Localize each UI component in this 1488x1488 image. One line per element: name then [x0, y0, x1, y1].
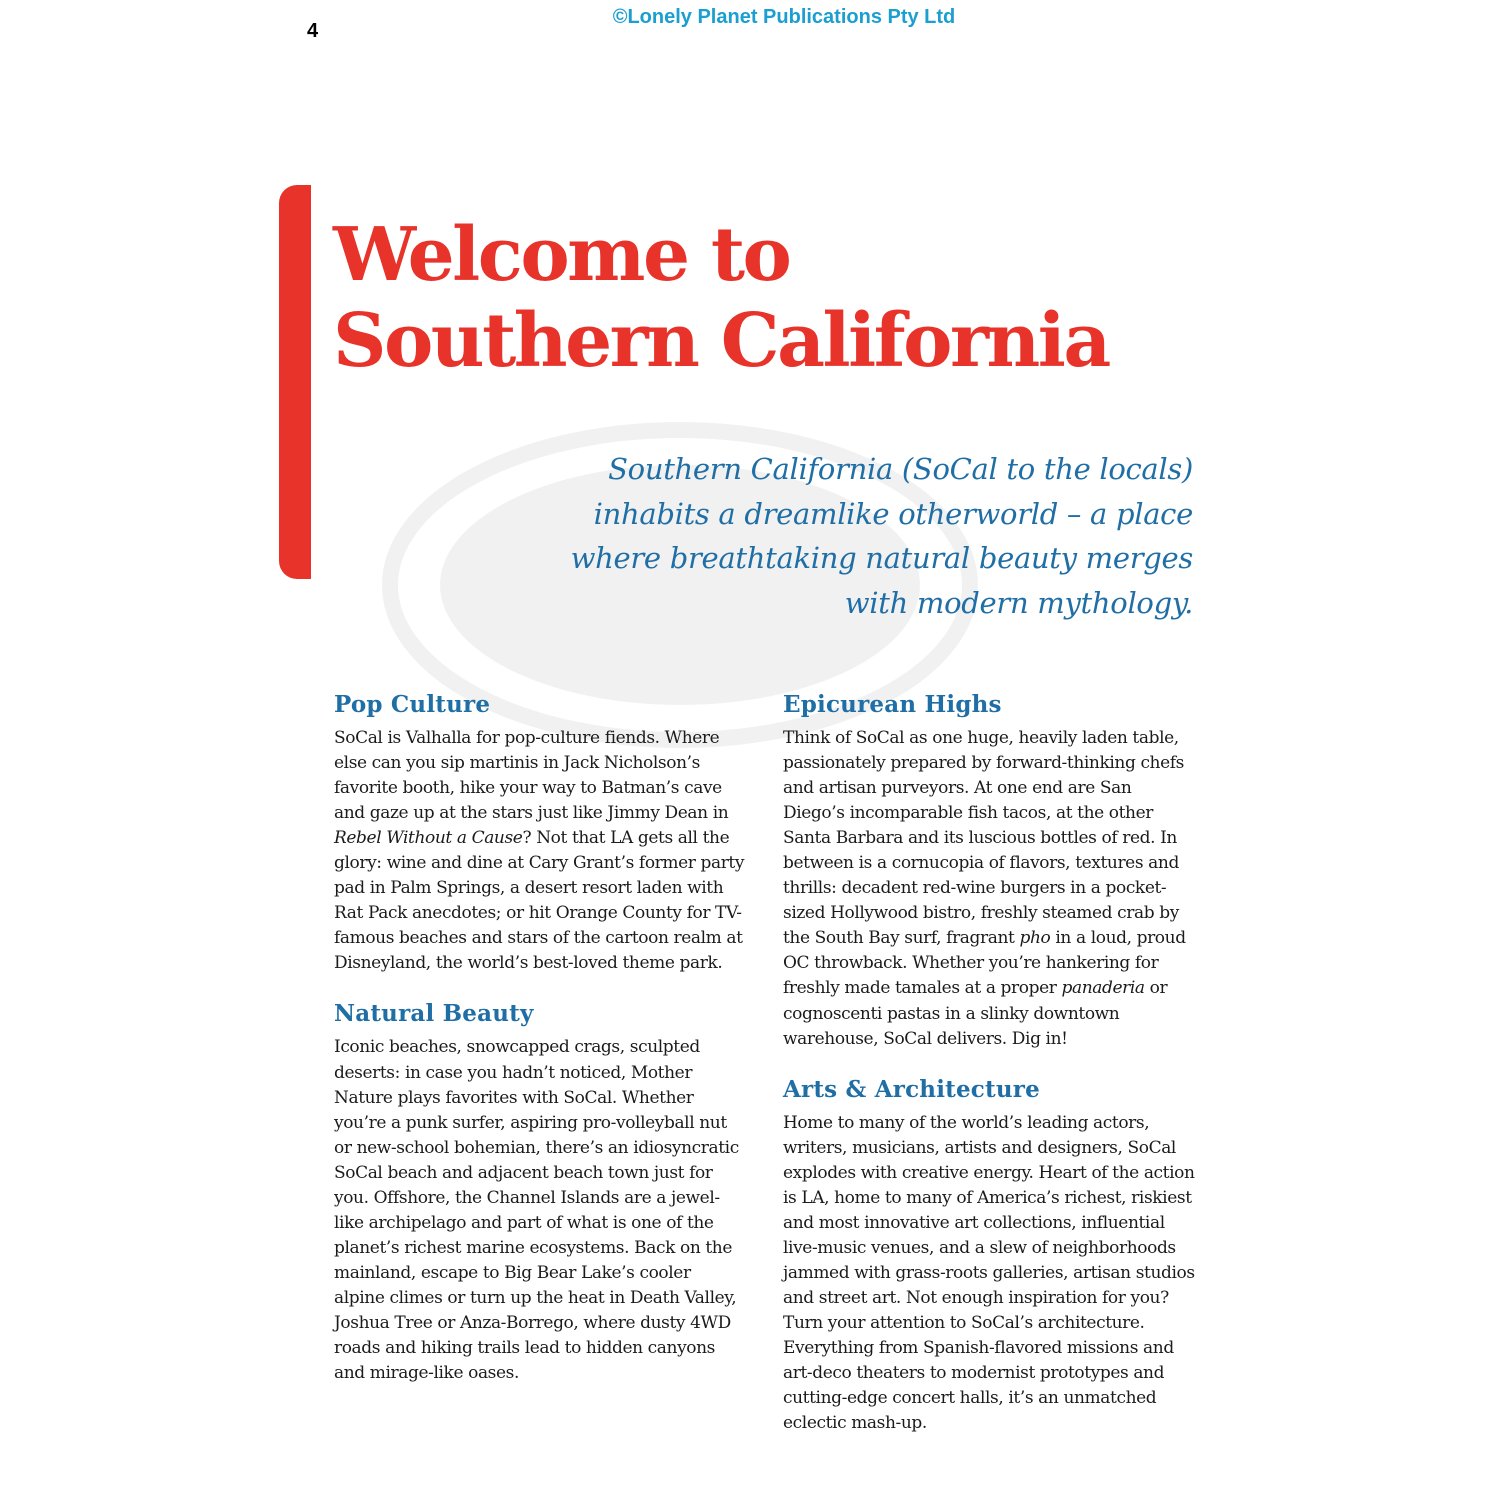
section-body: Home to many of the world’s leading actors, writers, musicians, artists and designers, SoCal explodes with creative energy. Heart of the action is LA, home to many of America’s richest, riskiest and most innovative art collections, influential live-music venues, and a slew of neighborhoods jammed with grass-roots galleries, artisan studios and street art. Not enough inspiration for you? Turn your attention to SoCal’s architecture. Everything from Spanish-flavored missions and art-deco theaters to modernist prototypes and cutting-edge concert halls, it’s an unmatched eclectic mash-up. [783, 1112, 1195, 1434]
section-natural-beauty [334, 997, 746, 1386]
left-column [334, 688, 746, 1407]
body-text: ? Not that LA gets all the glory: wine and dine at Cary Grant’s former party pad in Palm Springs, a desert resort laden with Rat Pack anecdotes; or hit Orange County for TV-famous beaches and stars of the cartoon realm at Disneyland, the world’s best-loved theme park. [334, 828, 745, 974]
section-arts-architecture [783, 1073, 1195, 1437]
title-line-1: Welcome to [333, 212, 790, 298]
section-epicurean-highs [783, 688, 1195, 1052]
right-column [783, 688, 1195, 1457]
body-text: in a loud, proud OC throwback. Whether you’re hankering for freshly made tamales at a proper [783, 928, 1186, 999]
section-pop-culture [334, 688, 746, 976]
section-body [334, 726, 746, 976]
intro-paragraph: Southern California (SoCal to the locals) inhabits a dreamlike otherworld – a place where breathtaking natural beauty merges with modern mythology. [570, 452, 1193, 620]
page-title [333, 212, 1109, 384]
body-text: or cognoscenti pastas in a slinky downtown warehouse, SoCal delivers. Dig in! [783, 978, 1168, 1049]
body-italic-title: Rebel Without a Cause [334, 828, 523, 849]
section-heading: Natural Beauty [334, 1000, 534, 1028]
page-number: 4 [307, 20, 319, 42]
section-body [783, 726, 1195, 1052]
accent-bar [279, 185, 311, 579]
body-italic-term: pho [1019, 928, 1051, 949]
section-body: Iconic beaches, snowcapped crags, sculpted deserts: in case you hadn’t noticed, Mother Nature plays favorites with SoCal. Whether you’re a punk surfer, aspiring pro-volleyball nut or new-school bohemian, there’s an idiosyncratic SoCal beach and adjacent beach town just for you. Offshore, the Channel Islands are a jewel-like archipelago and part of what is one of the planet’s richest marine ecosystems. Back on the mainland, escape to Big Bear Lake’s cooler alpine climes or turn up the heat in Death Valley, Joshua Tree or Anza-Borrego, where dusty 4WD roads and hiking trails lead to hidden canyons and mirage-like oases. [334, 1037, 739, 1384]
section-heading: Epicurean Highs [783, 691, 1002, 718]
body-text: SoCal is Valhalla for pop-culture fiends. Where else can you sip martinis in Jack Nicholson’s favorite booth, hike your way to Batman’s cave and gaze up at the stars just like Jimmy Dean in [334, 728, 729, 824]
section-heading: Arts & Architecture [783, 1075, 1040, 1103]
copyright-notice: ©Lonely Planet Publications Pty Ltd [612, 6, 956, 28]
body-italic-term: panaderia [1061, 978, 1145, 999]
section-heading: Pop Culture [334, 691, 491, 718]
body-text: Think of SoCal as one huge, heavily laden table, passionately prepared by forward-thinking chefs and artisan purveyors. At one end are San Diego’s incomparable fish tacos, at the other Santa Barbara and its luscious bottles of red. In between is a cornucopia of flavors, textures and thrills: decadent red-wine burgers in a pocket-sized Hollywood bistro, freshly steamed crab by the South Bay surf, fragrant [783, 728, 1184, 949]
title-line-2: Southern California [333, 298, 1109, 384]
